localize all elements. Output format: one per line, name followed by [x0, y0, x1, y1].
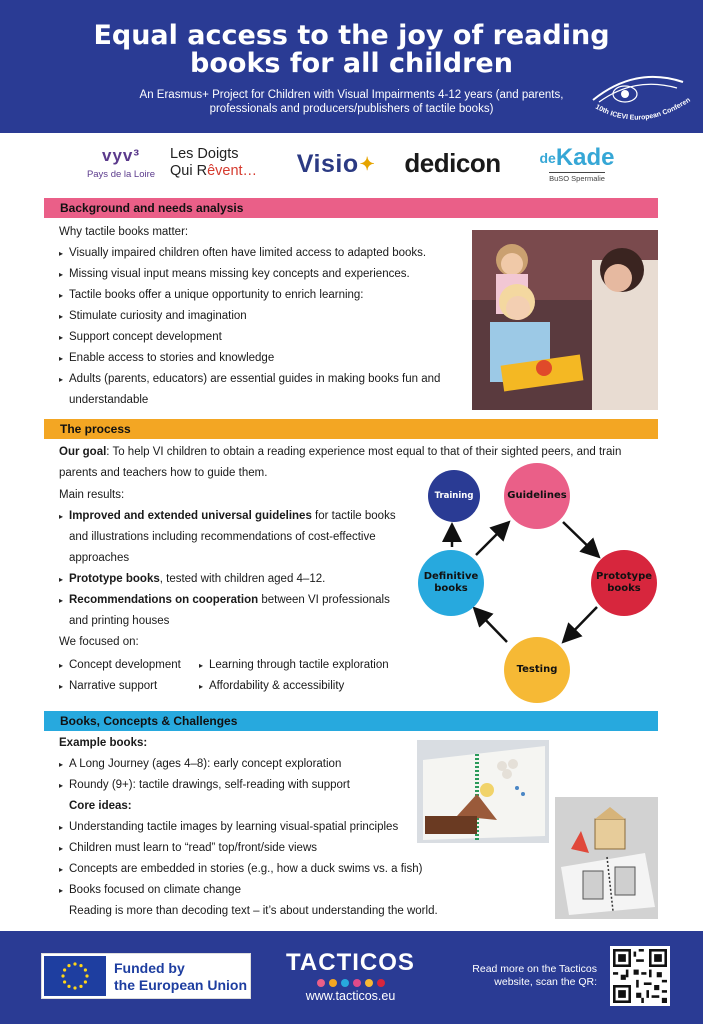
process-cycle-diagram — [410, 455, 670, 705]
photo-tactile-book-roundy — [555, 797, 658, 919]
arrow-guidelines-to-prototype — [563, 522, 597, 555]
focus-list-left — [59, 655, 199, 697]
section-heading-process: The process — [44, 419, 658, 439]
node-definitive-books: Definitive books — [418, 550, 484, 616]
process-goal: Our goal: To help VI children to obtain a reading experience most equal to that of their sighted peers, and train parents and teachers how to guide them. — [59, 446, 622, 479]
header-banner — [0, 0, 703, 133]
dekade-logo: $^{de}$Kade BuSO Spermalie — [539, 144, 615, 183]
list-item: ▸ A Long Journey (ages 4–8): early concept exploration — [59, 754, 459, 775]
qr-code[interactable] — [610, 946, 670, 1006]
node-training: Training — [428, 470, 480, 522]
list-item: ▸ Adults (parents, educators) are essential guides in making books fun and understandable — [59, 369, 449, 411]
list-item: ▸ Understanding tactile images by learning visual-spatial principles — [59, 817, 459, 838]
list-item: ▸ Affordability & accessibility — [199, 676, 409, 697]
background-list — [59, 243, 459, 411]
read-more-text: Read more on the Tacticos website, scan the QR: — [472, 963, 597, 988]
les-doigts-qui-revent-logo: Les Doigts Qui Rêvent… — [170, 146, 258, 179]
list-item: ▸ Support concept development — [59, 327, 459, 348]
node-prototype-books: Prototype books — [591, 550, 657, 616]
dedicon-logo: dedicon — [404, 148, 501, 178]
footer — [0, 931, 703, 1024]
list-item: ▸ Recommendations on cooperation between VI professionals and printing houses — [59, 590, 399, 632]
books-text: Example books: ▸ A Long Journey (ages 4–8): early concept exploration ▸ Roundy (9+): tactile drawings, self-reading with support Core ideas: ▸ Understanding tactile images by learning visual-spatial principles ▸ Children must learn to “read” top/front/side views ▸ Concepts are embedded in stories (e.g., how a duck swims vs. a fish) ▸ Books focused on climate change Reading is more than decoding text – it’s about understanding the world. — [59, 733, 459, 922]
section-heading-background: Background and needs analysis — [44, 198, 658, 218]
list-item: ▸ Books focused on climate change — [59, 880, 459, 901]
background-text: Why tactile books matter: ▸ Visually impaired children often have limited access to adapted books. ▸ Missing visual input means missing key concepts and experiences. ▸ Tactile books offer a unique opportunity to enrich learning: ▸ Stimulate curiosity and imagination ▸ Support concept development ▸ Enable access to stories and knowledge ▸ Adults (parents, educators) are essential guides in making books fun and understandable — [59, 222, 459, 411]
eu-funding-badge: Funded by the European Union — [41, 953, 251, 999]
list-item: ▸ Concept development — [59, 655, 199, 676]
node-testing: Testing — [504, 637, 570, 703]
eu-flag-icon — [44, 956, 106, 996]
list-item: ▸ Concepts are embedded in stories (e.g., how a duck swims vs. a fish) — [59, 859, 459, 880]
list-item: ▸ Enable access to stories and knowledge — [59, 348, 459, 369]
list-item: ▸ Visually impaired children often have limited access to adapted books. — [59, 243, 459, 264]
page-subtitle: An Erasmus+ Project for Children with Visual Impairments 4-12 years (and parents, professionals and producers/publishers of tactile books) — [139, 89, 564, 115]
list-item: ▸ Learning through tactile exploration — [199, 655, 409, 676]
list-item: ▸ Missing visual input means missing key concepts and experiences. — [59, 264, 459, 285]
visio-logo: Visio ✦ — [296, 149, 376, 178]
arrow-testing-to-definitive — [476, 610, 507, 642]
svg-text:10th ICEVI European Conference — [585, 62, 692, 122]
list-item: ▸ Improved and extended universal guidelines for tactile books and illustrations including recommendations of cost-effective approaches — [59, 506, 399, 569]
icevi-conference-logo — [585, 62, 695, 126]
node-guidelines: Guidelines — [504, 463, 570, 529]
list-item: ▸ Children must learn to “read” top/front/side views — [59, 838, 459, 859]
photo-children-reading — [472, 230, 658, 410]
photo-tactile-book-journey — [417, 740, 549, 843]
process-results: Main results: ▸ Improved and extended universal guidelines for tactile books and illustrations including recommendations of cost-effective approaches ▸ Prototype books, tested with children aged 4–12. ▸ Recommendations on cooperation between VI professionals and printing houses We focused on: — [59, 485, 399, 653]
butterfly-icon: ✦ — [359, 153, 376, 174]
list-item: ▸ Prototype books, tested with children aged 4–12. — [59, 569, 399, 590]
tacticos-logo: TACTICOS www.tacticos.eu — [278, 949, 423, 1003]
vyv-logo: vyv³ Pays de la Loire — [86, 146, 156, 180]
tacticos-dots — [278, 979, 423, 987]
list-item: ▸ Narrative support — [59, 676, 199, 697]
books-closing: Reading is more than decoding text – it’s about understanding the world. — [69, 905, 438, 917]
section-heading-books: Books, Concepts & Challenges — [44, 711, 658, 731]
arrow-prototype-to-testing — [565, 607, 597, 640]
page-title: Equal access to the joy of reading books for all children — [93, 20, 610, 79]
conference-logo-text: 10th ICEVI European Conferen — [594, 96, 692, 122]
arrow-definitive-to-guidelines — [476, 524, 507, 555]
list-item: ▸ Stimulate curiosity and imagination — [59, 306, 459, 327]
partner-logos — [0, 140, 703, 195]
list-item: ▸ Tactile books offer a unique opportunity to enrich learning: — [59, 285, 459, 306]
project-url[interactable]: www.tacticos.eu — [305, 989, 396, 1003]
focus-list-right — [199, 655, 409, 697]
list-item: ▸ Roundy (9+): tactile drawings, self-reading with support — [59, 775, 459, 796]
